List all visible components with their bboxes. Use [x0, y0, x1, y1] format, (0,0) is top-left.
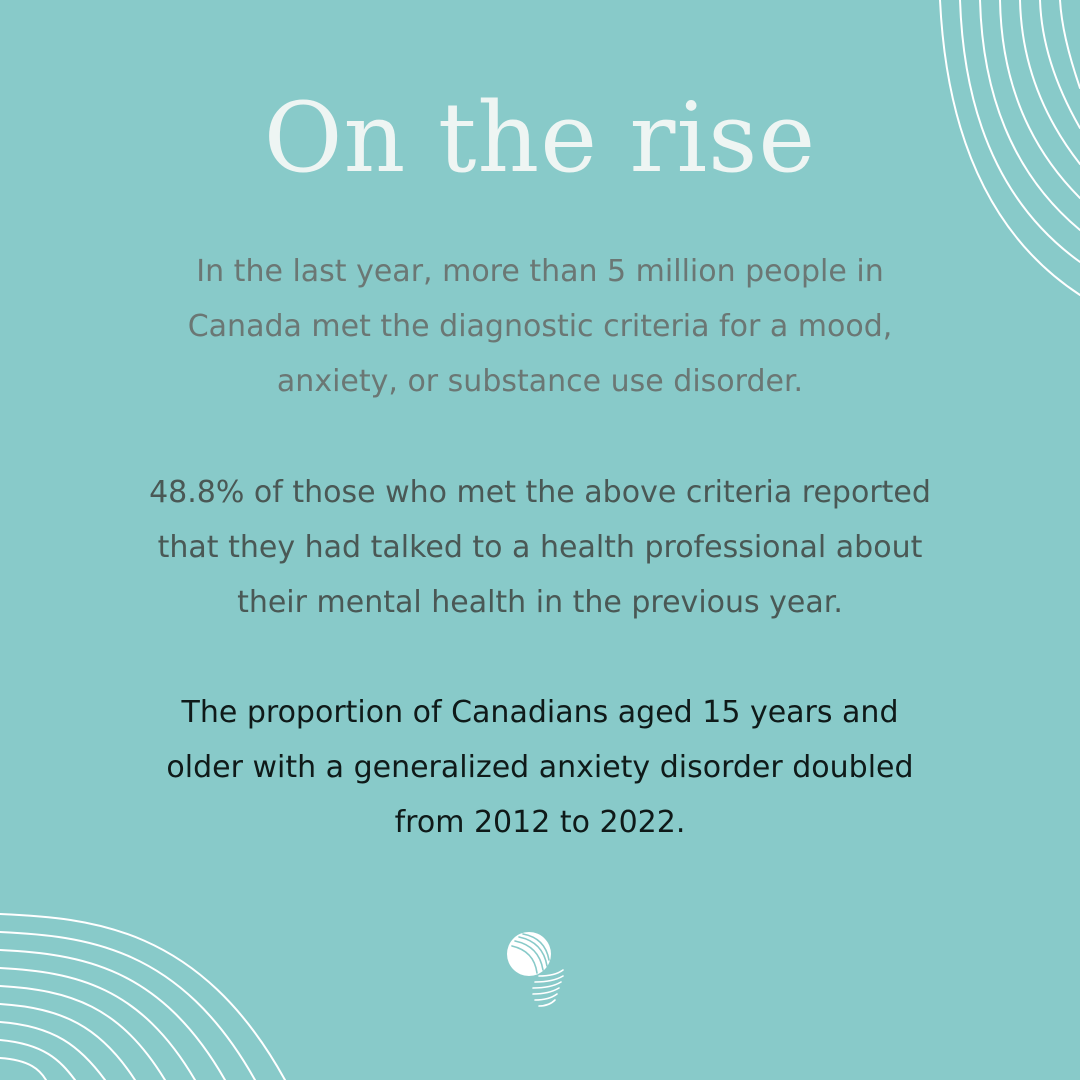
- wavy-lines-decoration: [0, 900, 300, 1080]
- paragraph-line: Canada met the diagnostic criteria for a mood,: [187, 309, 893, 344]
- paragraph-line: their mental health in the previous year.: [237, 585, 843, 620]
- paragraph-line: The proportion of Canadians aged 15 years and: [181, 695, 899, 730]
- paragraph-line: from 2012 to 2022.: [394, 805, 686, 840]
- striped-circle-logo-icon: [505, 930, 575, 1015]
- paragraph-line: that they had talked to a health professional about: [157, 530, 923, 565]
- paragraph-line: anxiety, or substance use disorder.: [276, 364, 804, 399]
- stat-paragraph-health-professional: [0, 465, 1080, 630]
- paragraph-line: 48.8% of those who met the above criteria reported: [149, 475, 931, 510]
- stat-paragraph-anxiety-doubled: [0, 685, 1080, 850]
- paragraph-line: older with a generalized anxiety disorder doubled: [166, 750, 914, 785]
- page-title: On the rise: [263, 82, 817, 194]
- stat-paragraph-mood-disorders: [0, 244, 1080, 409]
- paragraph-line: In the last year, more than 5 million people in: [196, 254, 884, 289]
